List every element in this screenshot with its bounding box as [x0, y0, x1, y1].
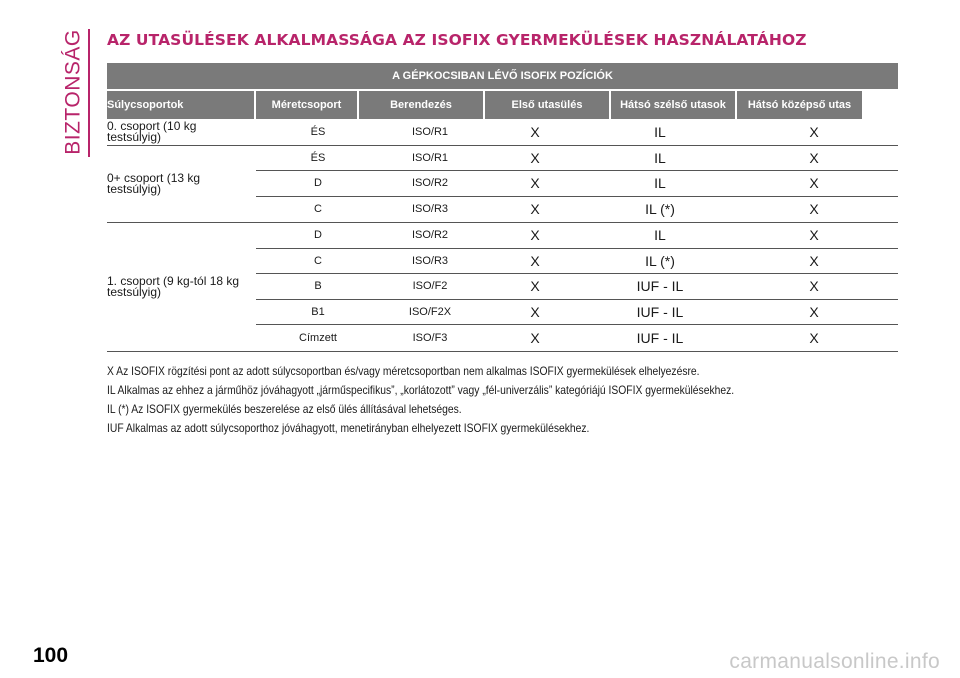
- rear-center-cell: X: [809, 123, 819, 140]
- note-il: IL Alkalmas az ehhez a járműhöz jóváhagyott „járműspecifikus”, „korlátozott” vagy „fél-univerzális” kategóriájú ISOFIX gyermekülésekhez.: [107, 383, 735, 397]
- rear-outer-cell: IL: [654, 175, 666, 192]
- table-body: [107, 119, 898, 352]
- table-row: [256, 146, 898, 172]
- group-rows: [256, 119, 898, 145]
- device-cell: ISO/F2X: [408, 305, 452, 318]
- table-group: [107, 146, 898, 224]
- header-weight-group: Súlycsoportok: [107, 91, 254, 119]
- size-class-cell: C: [314, 203, 322, 216]
- size-class-cell: Címzett: [299, 331, 337, 344]
- rear-outer-cell: IUF - IL: [636, 303, 684, 320]
- rear-outer-cell: IL (*): [645, 201, 675, 218]
- front-passenger-cell: X: [530, 149, 540, 166]
- header-rear-outer: Hátsó szélső utasok: [611, 91, 735, 119]
- header-size-class: Méretcsoport: [256, 91, 357, 119]
- size-class-cell: ÉS: [310, 151, 326, 164]
- device-cell: ISO/R1: [411, 151, 449, 164]
- group-rows: [256, 146, 898, 223]
- rear-outer-cell: IUF - IL: [636, 278, 684, 295]
- front-passenger-cell: X: [530, 227, 540, 244]
- weight-group-label: 0+ csoport (13 kg testsúlyig): [107, 170, 201, 196]
- size-class-cell: D: [314, 229, 322, 242]
- table-row: [256, 274, 898, 300]
- rear-center-cell: X: [809, 252, 819, 269]
- size-class-cell: B1: [311, 305, 325, 318]
- table-group: [107, 223, 898, 352]
- note-iuf: IUF Alkalmas az adott súlycsoporthoz jóváhagyott, menetirányban elhelyezett ISOFIX gyermekülésekhez.: [107, 421, 590, 435]
- table-row: [256, 300, 898, 326]
- table-caption: A GÉPKOCSIBAN LÉVŐ ISOFIX POZÍCIÓK: [107, 63, 898, 89]
- table-row: [256, 223, 898, 249]
- watermark: carmanualsonline.info: [729, 650, 940, 673]
- weight-group-label: 1. csoport (9 kg-tól 18 kg testsúlyig): [107, 273, 240, 299]
- table-row: [256, 325, 898, 351]
- front-passenger-cell: X: [530, 303, 540, 320]
- note-x: X Az ISOFIX rögzítési pont az adott súlycsoportban és/vagy méretcsoportban nem alkalmas ISOFIX gyermekülések elhelyezésre.: [107, 364, 700, 378]
- size-class-cell: B: [314, 280, 322, 293]
- section-divider: [88, 29, 90, 157]
- header-rear-center: Hátsó középső utas: [737, 91, 862, 119]
- front-passenger-cell: X: [530, 329, 540, 346]
- front-passenger-cell: X: [530, 278, 540, 295]
- legend-notes: [107, 362, 907, 438]
- table-row: [256, 249, 898, 275]
- device-cell: ISO/R1: [411, 125, 449, 138]
- table-row: [256, 197, 898, 223]
- rear-center-cell: X: [809, 329, 819, 346]
- rear-center-cell: X: [809, 303, 819, 320]
- rear-center-cell: X: [809, 278, 819, 295]
- table-row: [256, 171, 898, 197]
- rear-center-cell: X: [809, 201, 819, 218]
- rear-center-cell: X: [809, 227, 819, 244]
- page-number: 100: [33, 644, 69, 667]
- weight-group-label: 0. csoport (10 kg testsúlyig): [107, 118, 197, 144]
- isofix-table: [107, 63, 898, 352]
- table-group: [107, 119, 898, 146]
- rear-center-cell: X: [809, 175, 819, 192]
- rear-outer-cell: IL: [654, 123, 666, 140]
- rear-center-cell: X: [809, 149, 819, 166]
- page-title: AZ UTASÜLÉSEK ALKALMASSÁGA AZ ISOFIX GYERMEKÜLÉSEK HASZNÁLATÁHOZ: [107, 31, 807, 49]
- front-passenger-cell: X: [530, 252, 540, 269]
- device-cell: ISO/F3: [412, 331, 448, 344]
- header-front-passenger: Első utasülés: [485, 91, 609, 119]
- size-class-cell: C: [314, 254, 322, 267]
- device-cell: ISO/R2: [411, 229, 449, 242]
- size-class-cell: ÉS: [310, 125, 326, 138]
- device-cell: ISO/F2: [412, 280, 448, 293]
- device-cell: ISO/R3: [411, 203, 449, 216]
- rear-outer-cell: IUF - IL: [636, 329, 684, 346]
- front-passenger-cell: X: [530, 201, 540, 218]
- size-class-cell: D: [314, 177, 322, 190]
- group-rows: [256, 223, 898, 351]
- section-label: BIZTONSÁG: [62, 29, 85, 155]
- device-cell: ISO/R2: [411, 177, 449, 190]
- rear-outer-cell: IL (*): [645, 252, 675, 269]
- rear-outer-cell: IL: [654, 149, 666, 166]
- note-il-star: IL (*) Az ISOFIX gyermekülés beszerelése az első ülés állításával lehetséges.: [107, 402, 462, 416]
- table-header-row: [107, 91, 898, 119]
- table-row: [256, 119, 898, 145]
- rear-outer-cell: IL: [654, 227, 666, 244]
- front-passenger-cell: X: [530, 175, 540, 192]
- front-passenger-cell: X: [530, 123, 540, 140]
- device-cell: ISO/R3: [411, 254, 449, 267]
- header-device: Berendezés: [359, 91, 483, 119]
